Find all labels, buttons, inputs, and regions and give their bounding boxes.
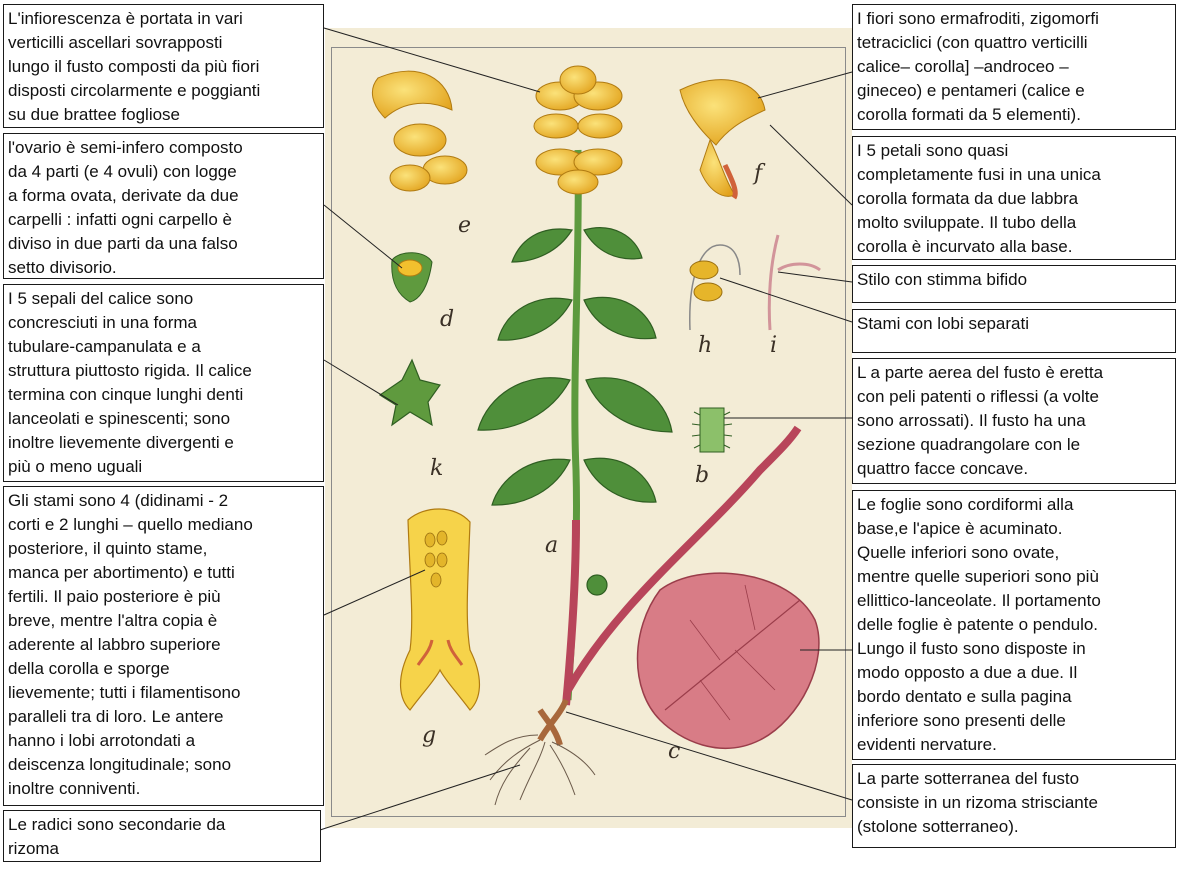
roots bbox=[485, 735, 595, 805]
note-sepals: I 5 sepali del calice sono concresciuti in una forma tubulare-campanulata e a struttura piuttosto rigida. Il calice termina con cinque lunghi denti lanceolati e spinescenti; sono inoltre lievemente divergenti e più o meno uguali bbox=[3, 284, 324, 482]
note-leaves: Le foglie sono cordiformi alla base,e l'apice è acuminato. Quelle inferiori sono ovate, mentre quelle superiori sono più ellittico-lanceolate. Il portamento delle foglie è patente o pendulo. Lungo il fusto sono disposte in modo opposto a due a due. Il bordo dentato e sulla pagina inferiore sono presenti delle evidenti nervature. bbox=[852, 490, 1176, 760]
letter-h: h bbox=[698, 333, 713, 358]
figure-d bbox=[392, 253, 432, 302]
note-petals: I 5 petali sono quasi completamente fusi in una unica corolla formata da due labbra molto sviluppate. Il tubo della corolla è incurvato alla base. bbox=[852, 136, 1176, 260]
letter-f: f bbox=[754, 161, 763, 186]
note-stamens: Gli stami sono 4 (didinami - 2 corti e 2 lunghi – quello mediano posteriore, il quinto stame, manca per abortimento) e tutti fertili. Il paio posteriore è più breve, mentre l'altra copia è aderente al labbro superiore della corolla e sporge lievemente; tutti i filamentisono paralleli tra di loro. Le antere hanno i lobi arrotondati a deiscenza longitudinale; sono inoltre conniventi. bbox=[3, 486, 324, 806]
note-flowers: I fiori sono ermafroditi, zigomorfi tetraciclici (con quattro verticilli calice– corolla] –androceo – gineceo) e pentameri (calice e corolla formati da 5 elementi). bbox=[852, 4, 1176, 130]
figure-k bbox=[380, 360, 440, 425]
pink-leaf bbox=[638, 573, 819, 748]
inflorescence bbox=[534, 66, 622, 194]
letter-a: a bbox=[545, 533, 559, 558]
letter-e: e bbox=[458, 213, 472, 238]
note-ovary: l'ovario è semi-infero composto da 4 parti (e 4 ovuli) con logge a forma ovata, derivate da due carpelli : infatti ogni carpello è diviso in due parti da una falso setto divisorio. bbox=[3, 133, 324, 279]
note-stem: L a parte aerea del fusto è eretta con peli patenti o riflessi (a volte sono arrossati). Il fusto ha una sezione quadrangolare con le quattro facce concave. bbox=[852, 358, 1176, 484]
note-stamen-lobes: Stami con lobi separati bbox=[852, 309, 1176, 353]
letter-c: c bbox=[668, 739, 681, 764]
note-rhizome: La parte sotterranea del fusto consiste in un rizoma strisciante (stolone sotterraneo). bbox=[852, 764, 1176, 848]
letter-g: g bbox=[422, 723, 437, 748]
letter-d: d bbox=[440, 307, 455, 332]
figure-g bbox=[401, 509, 480, 710]
figure-b bbox=[692, 408, 732, 452]
figure-i bbox=[769, 235, 820, 330]
letter-b: b bbox=[695, 463, 710, 488]
flower-f bbox=[680, 80, 765, 197]
flower-e bbox=[372, 71, 467, 191]
note-roots: Le radici sono secondarie da rizoma bbox=[3, 810, 321, 862]
figure-h bbox=[690, 245, 740, 330]
rhizome bbox=[540, 700, 566, 745]
note-style: Stilo con stimma bifido bbox=[852, 265, 1176, 303]
letter-i: i bbox=[770, 333, 778, 358]
letter-k: k bbox=[430, 456, 444, 481]
note-inflorescence: L'infiorescenza è portata in vari verticilli ascellari sovrapposti lungo il fusto composti da più fiori disposti circolarmente e poggianti su due brattee fogliose bbox=[3, 4, 324, 128]
